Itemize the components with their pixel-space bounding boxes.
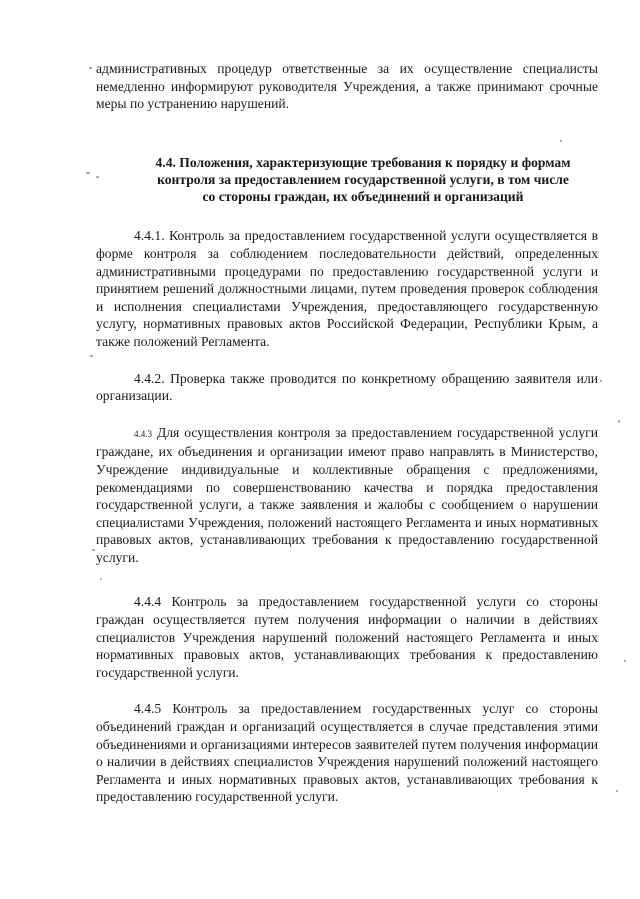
paragraph-4-4-4: 4.4.4 Контроль за предоставлением государственной услуги со стороны граждан осуществляется путем получения информации о наличии в действиях специалистов Учреждения нарушений положений настоящего Регламента и иных нормативных правовых актов, устанавливающих требования к предоставлению государственной услуги. — [96, 594, 598, 680]
section-heading-line-3: со стороны граждан, их объединений и организаций — [202, 189, 524, 205]
scan-speck — [560, 140, 562, 142]
scan-speck — [92, 549, 95, 551]
section-heading-line-1: 4.4. Положения, характеризующие требования к порядку и формам — [155, 154, 571, 170]
paragraph-text: Для осуществления контроля за предоставлением государственной услуги граждане, их объединения и организации имеют право направлять в Министерство, Учреждение индивидуальные и коллективные обращения с предложениями, рекомендациями по совершенствованию качества и порядка предоставления государственной услуги, а также заявления и жалобы с сообщением о нарушении специалистами Учреждения, положений настоящего Регламента и иных нормативных правовых актов, устанавливающих требования к предоставлению государственной услуги. — [96, 424, 598, 565]
scan-speck — [624, 660, 626, 662]
paragraph-gap — [96, 351, 598, 370]
paragraph-4-4-1: 4.4.1. Контроль за предоставлением государственной услуги осуществляется в форме контроля за соблюдением последовательности действий, определенных административными процедурами по предоставлению государственной услуги и принятием решений должностными лицами, путем проведения проверок соблюдения и исполнения специалистами Учреждения, предоставляющего государственную услугу, нормативных правовых актов Российской Федерации, Республики Крым, а также положений Регламента. — [96, 228, 598, 349]
paragraph-4-4-2: 4.4.2. Проверка также проводится по конкретному обращению заявителя или организации. — [96, 370, 598, 404]
paragraph-gap — [96, 405, 598, 424]
paragraph-4-4-3 — [96, 424, 598, 567]
scan-speck — [89, 67, 92, 69]
scan-speck — [616, 790, 618, 792]
scan-speck — [86, 172, 90, 174]
scan-speck — [96, 176, 99, 178]
scan-speck — [90, 355, 93, 357]
intro-paragraph: административных процедур ответственные за их осуществление специалисты немедленно информируют руководителя Учреждения, а также принимают срочные меры по устранению нарушений. — [96, 61, 598, 112]
paragraph-4-4-5: 4.4.5 Контроль за предоставлением государственных услуг со стороны объединений граждан и организаций осуществляется в случае представления этими объединениями и организациями интересов заявителей путем получения информации о наличии в действиях специалистов Учреждения нарушений положений настоящего Регламента и иных нормативных правовых актов, устанавливающих требования к предоставлению государственной услуги. — [96, 701, 598, 805]
scan-speck — [618, 420, 620, 423]
section-heading — [96, 154, 598, 206]
paragraph-gap — [96, 681, 598, 700]
paragraph-number: 4.4.3 — [134, 428, 152, 439]
paragraph-gap — [96, 566, 598, 593]
section-heading-line-2: контроля за предоставлением государственной услуги, в том числе — [157, 171, 569, 187]
scan-speck — [600, 380, 602, 382]
scan-speck — [100, 578, 102, 580]
